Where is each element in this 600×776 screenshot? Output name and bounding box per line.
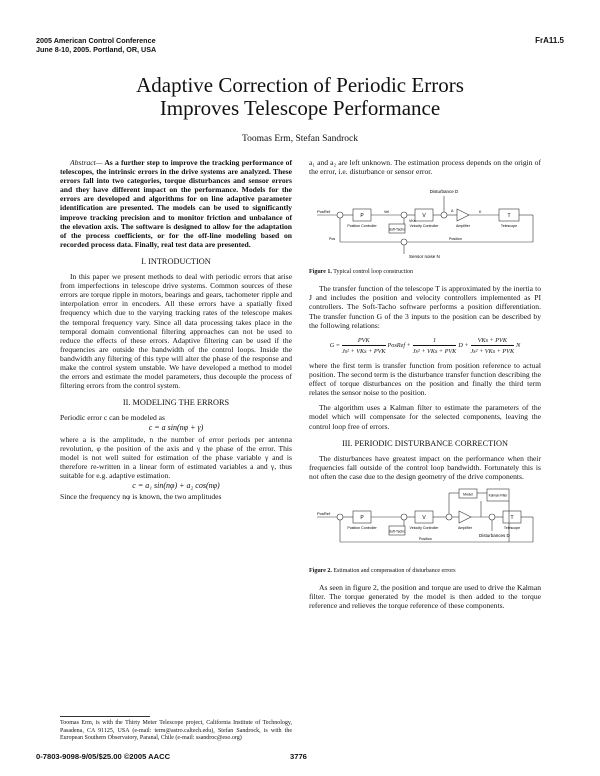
isbn-line: 0-7803-9098-9/05/$25.00 ©2005 AACC bbox=[36, 752, 171, 761]
fig1-label-velocity-controller: Velocity Controller bbox=[409, 224, 439, 229]
fig1-label-sensor-noise: Sensor noise N bbox=[409, 254, 440, 260]
figure-1-diagram bbox=[309, 182, 541, 264]
fig1-label-position: Position bbox=[449, 237, 462, 242]
authors: Toomas Erm, Stefan Sandrock bbox=[242, 134, 358, 144]
right-paragraph-1: The transfer function of the telescope T is approximated by the inertia to J and includes the position and velocity controllers implemented as PI controllers. The Soft-Tacho software performs a position differentiation. The transfer function G of the 3 inputs to the position can be described by the following relations: bbox=[309, 284, 541, 330]
fig2-label-p: P bbox=[360, 514, 364, 521]
eq-term-3-num: VKs + PVK bbox=[477, 336, 507, 344]
fig1-label-posref: PosRef bbox=[317, 209, 331, 215]
figure-2-caption-text: Estimation and compensation of disturbance errors bbox=[331, 568, 456, 575]
figure-2-caption-label: Figure 2. bbox=[309, 568, 332, 575]
fig1-label-t: T bbox=[507, 213, 511, 220]
fig1-sum-2 bbox=[401, 212, 407, 218]
figure-2-caption bbox=[309, 567, 541, 575]
conference-header bbox=[36, 36, 156, 54]
fig2-label-t: T bbox=[510, 514, 514, 521]
footnote-rule bbox=[60, 716, 150, 717]
fig1-label-vel: Vel bbox=[384, 210, 389, 215]
transfer-function-equation bbox=[309, 336, 541, 356]
session-code: FrA11.5 bbox=[535, 36, 564, 45]
page-number: 3776 bbox=[290, 752, 307, 761]
section-periodic-heading: III. PERIODIC DISTURBANCE CORRECTION bbox=[342, 438, 508, 448]
eq-term-3-var: N bbox=[516, 342, 521, 350]
eq-term-2-var: D + bbox=[458, 342, 469, 350]
fig2-label-model: Model bbox=[463, 492, 473, 497]
conference-line1: 2005 American Control Conference bbox=[36, 36, 156, 45]
fig2-label-posref: PosRef bbox=[317, 510, 331, 516]
right-paragraph-4: The disturbances have greatest impact on the performance when their frequencies fall outside of the control loop bandwidth. Fortunately this is not often the case due to the design geometry of the drive components. bbox=[309, 453, 541, 481]
fig1-sum-noise bbox=[401, 239, 407, 245]
modeling-paragraph-1: Periodic error c can be modeled as bbox=[60, 413, 165, 423]
fig1-amplifier bbox=[457, 209, 469, 221]
fig1-label-vks: VKs bbox=[409, 219, 416, 224]
fig2-sum-3 bbox=[446, 514, 452, 520]
eq-term-1-var: PosRef + bbox=[387, 342, 411, 350]
footnote-text: Toomas Erm, is with the Thirty Meter Telescope project, California Institute of Technology, Pasadena, CA 91125, USA (e-mail: term@astro.caltech.edu), Stefan Sandrock, is with the European Southern Observatory, Paranal, Chile (e-mail: ssandroc@eso.org) bbox=[60, 720, 292, 741]
abstract-lead: Abstract— bbox=[70, 158, 103, 167]
fig2-label-amplifier: Amplifier bbox=[458, 525, 472, 530]
right-paragraph-2: where the first term is transfer function from position reference to actual position. The second term is the disturbance transfer function describing the effect of torque disturbances on the position and finally the third term relates the sensor noise to the position. bbox=[309, 360, 541, 398]
fig1-label-p: P bbox=[360, 213, 364, 220]
eq-term-1-num: PVK bbox=[357, 336, 370, 344]
fig1-label-softtacho: Soft-Tacho bbox=[388, 227, 406, 232]
figure-2-diagram bbox=[309, 487, 541, 563]
fig1-label-v: V bbox=[422, 213, 426, 220]
eq-term-2 bbox=[413, 336, 457, 356]
eq-term-1-den: Js² + VKs + PVK bbox=[342, 345, 386, 356]
conference-line2: June 8-10, 2005. Portland, OR, USA bbox=[36, 45, 157, 54]
fig2-label-disturbance: Disturbances D bbox=[479, 532, 510, 538]
fig1-label-a: A bbox=[451, 209, 454, 214]
eq-term-2-num: 1 bbox=[433, 336, 437, 344]
fig1-label-disturbance: Disturbance D bbox=[429, 189, 459, 195]
right-paragraph-5: As seen in figure 2, the position and torque are used to drive the Kalman filter. The torque generated by the model is then added to the torque reference and relieves the torque reference of these components. bbox=[309, 583, 541, 611]
eq-term-3-den: Js² + VKs + PVK bbox=[471, 345, 515, 356]
fig2-sum-1 bbox=[337, 514, 343, 520]
abstract bbox=[60, 158, 292, 249]
figure-1-caption-text: Typical control loop construction bbox=[331, 269, 414, 276]
left-column bbox=[60, 158, 292, 507]
section-introduction-heading: I. INTRODUCTION bbox=[141, 256, 211, 266]
fig1-sum-1 bbox=[337, 212, 343, 218]
equation-2: c = a₁ sin(nφ) + a₂ cos(nφ) bbox=[132, 481, 220, 490]
right-paragraph-3: The algorithm uses a Kalman filter to estimate the parameters of the model which will compensate for the selected components, leaving the control loop free of errors. bbox=[309, 403, 541, 431]
fig1-label-telescope: Telescope bbox=[500, 224, 518, 229]
fig2-label-kalman: Kalman Filter bbox=[488, 493, 508, 498]
fig1-label-pos: Pos bbox=[329, 237, 336, 242]
fig2-label-telescope: Telescope bbox=[503, 525, 521, 530]
figure-1-caption-label: Figure 1. bbox=[309, 269, 332, 276]
fig2-label-position: Position bbox=[419, 536, 432, 541]
introduction-paragraph: In this paper we present methods to deal with periodic errors that arise from imperfections in telescope drive systems. Common sources of these errors are torque ripple in motors, bearings and gears, tachometer ripple and interpolation error in encoders. All these errors have a spatially fixed frequency which due to the varying tracking rates of the telescope makes the temporal frequency vary. Since all data processing takes place in the temporal domain conventional filtering approaches can not be used to reduce the effects of these errors. Adaptive filtering can be used if the frequencies are outside the bandwidth of the control loops. Inside the bandwidth any filtering of this type will alter the phase of the response and make the control system unstable. We have developed a method to model the errors and estimate the model parameters, thus decouple the process of filtering errors from the control system. bbox=[60, 272, 292, 391]
figure-1-caption bbox=[309, 268, 541, 276]
fig2-label-position-controller: Position Controller bbox=[347, 525, 377, 530]
fig1-label-amplifier: Amplifier bbox=[456, 224, 470, 229]
abstract-text: As a further step to improve the tracking performance of telescopes, the intrinsic errors in the drive systems are analyzed. These errors fall into two categories, torque disturbances and sensor errors and they have different impact on the performance. Models for the errors are developed and algorithms for on line adaptive parameter identification are presented. The models can be used to significantly improve tracking precision and to monitor friction and unbalance of the elevation axis. The software is designed to allow for the adaptation of the process coefficients, or for the off-line modeling based on recorded process data. Finally, real test data are presented. bbox=[60, 158, 292, 249]
footnote bbox=[60, 716, 292, 743]
fig2-amplifier bbox=[459, 511, 471, 523]
fig2-sum-2 bbox=[401, 514, 407, 520]
fig1-label-position-controller: Position Controller bbox=[347, 224, 377, 229]
right-column bbox=[309, 158, 541, 616]
title-line2: Improves Telescope Performance bbox=[159, 96, 441, 120]
title-line1: Adaptive Correction of Periodic Errors bbox=[136, 73, 464, 97]
eq-g: G = bbox=[329, 342, 340, 350]
fig1-sum-3 bbox=[441, 212, 447, 218]
fig2-label-v: V bbox=[422, 514, 426, 521]
fig2-label-softtacho: Soft-Tacho bbox=[388, 529, 406, 534]
fig2-sum-4 bbox=[489, 514, 495, 520]
modeling-paragraph-2: where a is the amplitude, n the number of error periods per antenna revolution, φ the position of the axis and γ the phase of the error. This model is not well suited for estimation of the phase variable γ and is therefore re-written in a linear form of estimated variables a and γ, thus suitable for e.g. adaptive estimation. bbox=[60, 434, 292, 480]
paper-title bbox=[0, 74, 600, 120]
eq-term-1 bbox=[342, 336, 386, 356]
eq-term-3 bbox=[471, 336, 515, 356]
fig1-label-k: K bbox=[479, 210, 482, 215]
right-paragraph-0: a₁ and a₂ are left unknown. The estimation process depends on the origin of the error, i.e. disturbance or sensor error. bbox=[309, 158, 541, 177]
section-modeling-heading: II. MODELING THE ERRORS bbox=[122, 398, 230, 408]
modeling-paragraph-3: Since the frequency nφ is known, the two amplitudes bbox=[60, 492, 222, 502]
eq-term-2-den: Js² + VKs + PVK bbox=[413, 345, 457, 356]
fig2-label-velocity-controller: Velocity Controller bbox=[409, 525, 439, 530]
equation-1: c = a sin(nφ + γ) bbox=[148, 423, 204, 433]
